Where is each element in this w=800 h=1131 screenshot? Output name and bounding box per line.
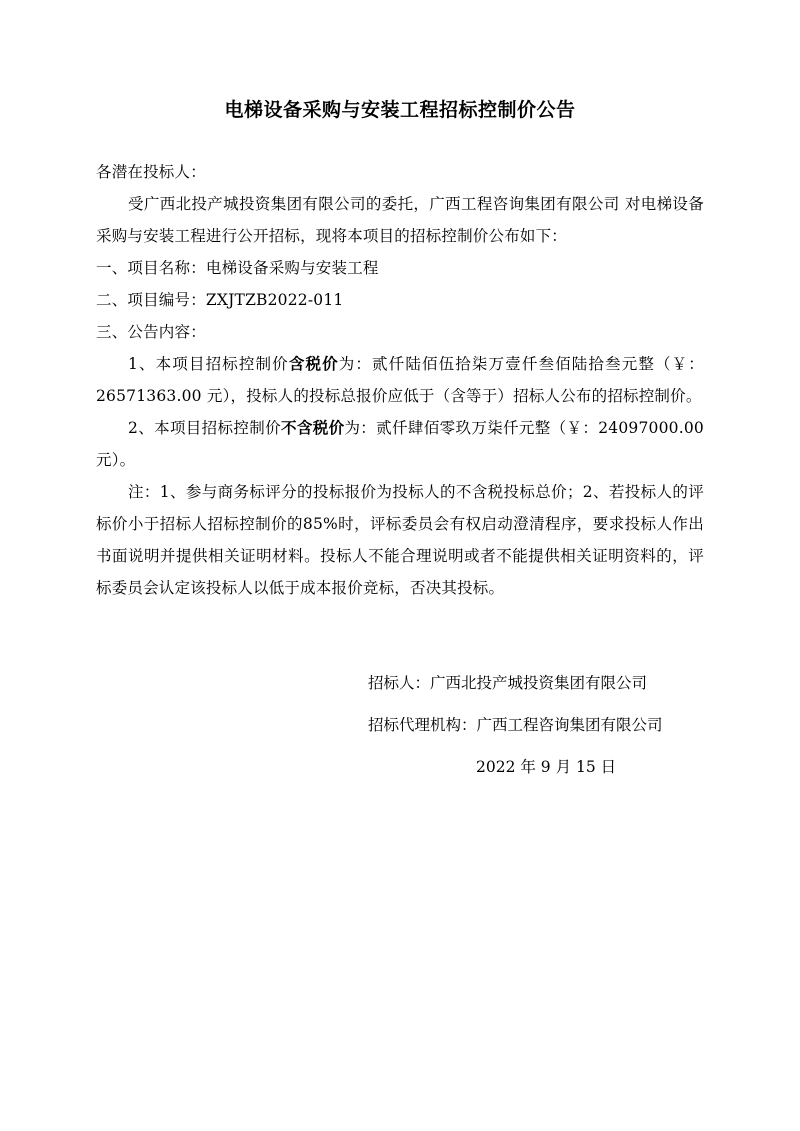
clause-tax-exclusive <box>96 412 704 476</box>
page-title: 电梯设备采购与安装工程招标控制价公告 <box>224 99 576 121</box>
item-project-number-label: 二、项目编号： <box>96 291 206 309</box>
item-announcement-content-label: 三、公告内容： <box>96 323 206 341</box>
signature-date: 2022 年 9 月 15 日 <box>476 758 617 776</box>
clause-tax-inclusive-emphasis: 含税价 <box>288 354 339 373</box>
signature-agent: 招标代理机构：广西工程咨询集团有限公司 <box>368 716 663 734</box>
clause-tax-exclusive-tail: 为：贰仟肆佰零玖万柒仟元整（￥：24097000.00 元）。 <box>96 419 704 469</box>
item-project-name-label: 一、项目名称： <box>96 259 206 277</box>
signature-tenderer: 招标人：广西北投产城投资集团有限公司 <box>368 674 648 692</box>
item-announcement-content <box>96 316 704 348</box>
item-project-name <box>96 252 704 284</box>
note-paragraph: 注：1、参与商务标评分的投标报价为投标人的不含税投标总价；2、若投标人的评标价小于招标人招标控制价的85%时，评标委员会有权启动澄清程序，要求投标人作出书面说明并提供相关证明材料。投标人不能合理说明或者不能提供相关证明资料的，评标委员会认定该投标人以低于成本报价竞标，否决其投标。 <box>96 483 704 597</box>
intro-paragraph: 受广西北投产城投资集团有限公司的委托，广西工程咨询集团有限公司 对电梯设备采购与安装工程进行公开招标，现将本项目的招标控制价公布如下： <box>96 195 704 245</box>
item-project-number <box>96 284 704 316</box>
clause-tax-inclusive-tail: 为：贰仟陆佰伍拾柒万壹仟叁佰陆拾叁元整（￥：26571363.00 元），投标人的投标总报价应低于（含等于）招标人公布的招标控制价。 <box>96 355 704 405</box>
signature-block <box>96 662 704 788</box>
item-project-number-value: ZXJTZB2022-011 <box>205 291 344 309</box>
clause-tax-exclusive-emphasis: 不含税价 <box>280 418 345 437</box>
clause-tax-inclusive <box>96 348 704 412</box>
item-project-name-value: 电梯设备采购与安装工程 <box>205 259 379 277</box>
salutation: 各潜在投标人： <box>96 163 206 181</box>
clause-tax-inclusive-lead: 1、本项目招标控制价 <box>128 355 289 373</box>
clause-tax-exclusive-lead: 2、本项目招标控制价 <box>128 419 281 437</box>
